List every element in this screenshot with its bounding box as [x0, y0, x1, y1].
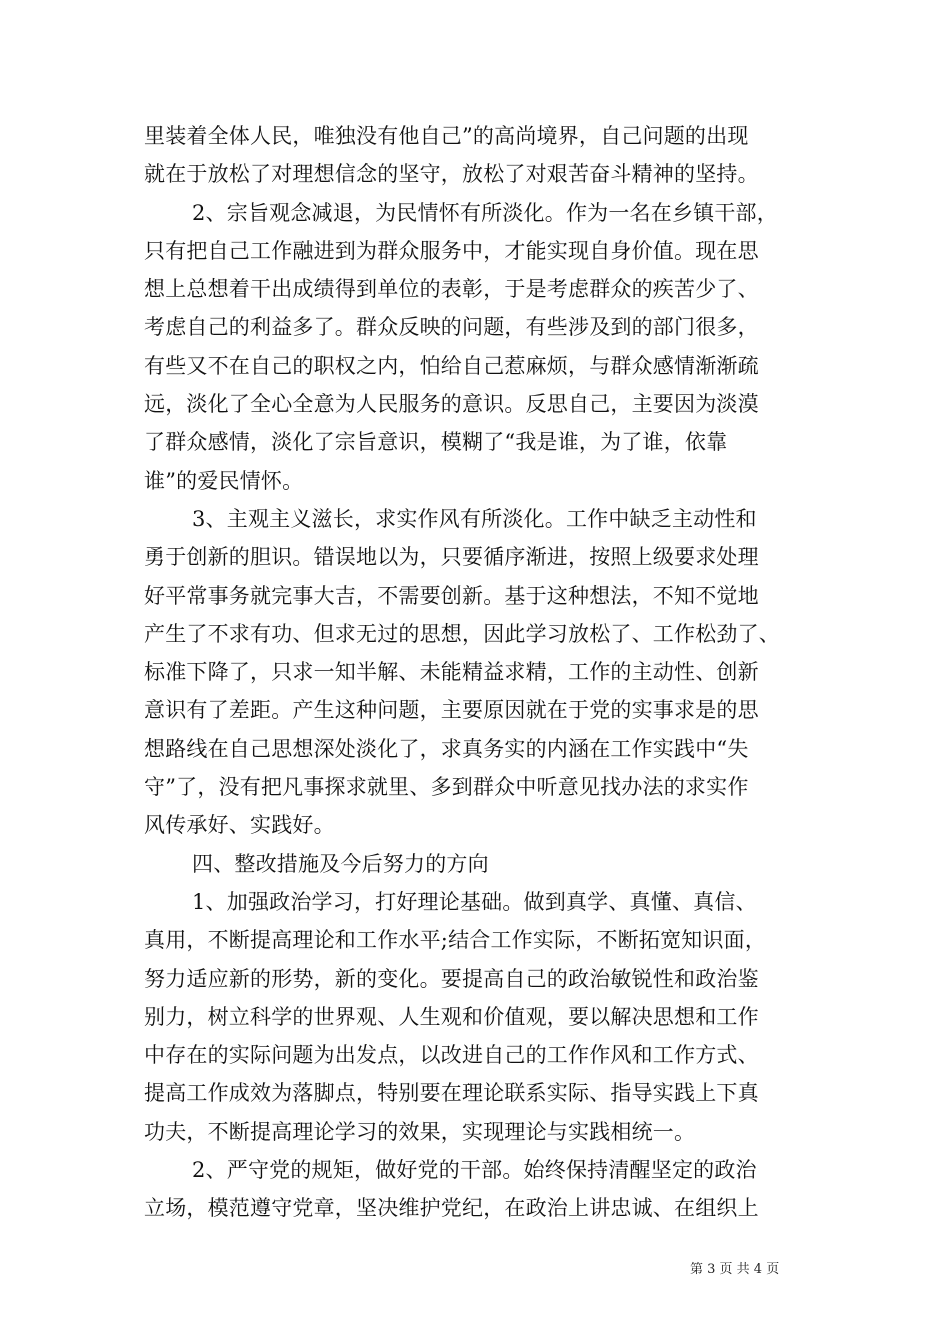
- text-line: 2、宗旨观念减退，为民情怀有所淡化。作为一名在乡镇干部，: [192, 200, 778, 225]
- text-line: 标准下降了，只求一知半解、未能精益求精，工作的主动性、创新: [144, 660, 759, 685]
- text-line: 勇于创新的胆识。错误地以为，只要循序渐进，按照上级要求处理: [144, 545, 759, 570]
- text-line: 了群众感情，淡化了宗旨意识，模糊了“我是谁，为了谁，依靠: [144, 430, 728, 455]
- text-line: 3、主观主义滋长，求实作风有所淡化。工作中缺乏主动性和: [192, 506, 757, 531]
- text-line: 四、整改措施及今后努力的方向: [192, 851, 489, 876]
- text-line: 谁”的爱民情怀。: [144, 468, 304, 493]
- text-line: 提高工作成效为落脚点，特别要在理论联系实际、指导实践上下真: [144, 1081, 759, 1106]
- text-line: 有些又不在自己的职权之内，怕给自己惹麻烦，与群众感情渐渐疏: [144, 353, 759, 378]
- text-line: 里装着全体人民，唯独没有他自己”的高尚境界，自己问题的出现: [144, 124, 749, 148]
- text-line: 真用，不断提高理论和工作水平;结合工作实际，不断拓宽知识面，: [144, 928, 767, 953]
- text-line: 中存在的实际问题为出发点，以改进自己的工作作风和工作方式、: [144, 1043, 759, 1068]
- text-line: 远，淡化了全心全意为人民服务的意识。反思自己，主要因为淡漠: [144, 392, 759, 417]
- text-line: 意识有了差距。产生这种问题，主要原因就在于党的实事求是的思: [144, 698, 759, 723]
- text-line: 想上总想着干出成绩得到单位的表彰，于是考虑群众的疾苦少了、: [144, 277, 759, 302]
- text-line: 努力适应新的形势，新的变化。要提高自己的政治敏锐性和政治鉴: [144, 966, 759, 991]
- text-line: 好平常事务就完事大吉，不需要创新。基于这种想法，不知不觉地: [144, 583, 759, 608]
- text-line: 产生了不求有功、但求无过的思想，因此学习放松了、工作松劲了、: [144, 621, 780, 646]
- text-line: 守”了，没有把凡事探求就里、多到群众中听意见找办法的求实作: [144, 775, 749, 800]
- text-line: 功夫，不断提高理论学习的效果，实现理论与实践相统一。: [144, 1119, 696, 1144]
- text-line: 2、严守党的规矩，做好党的干部。始终保持清醒坚定的政治: [192, 1158, 757, 1183]
- page-number: 第 3 页 共 4 页: [690, 1262, 780, 1277]
- text-line: 1、加强政治学习，打好理论基础。做到真学、真懂、真信、: [192, 889, 757, 914]
- text-line: 风传承好、实践好。: [144, 813, 335, 838]
- text-line: 考虑自己的利益多了。群众反映的问题，有些涉及到的部门很多，: [144, 315, 759, 340]
- text-line: 立场，模范遵守党章，坚决维护党纪，在政治上讲忠诚、在组织上: [144, 1196, 759, 1221]
- text-line: 想路线在自己思想深处淡化了，求真务实的内涵在工作实践中“失: [144, 736, 749, 761]
- text-line: 只有把自己工作融进到为群众服务中，才能实现自身价值。现在思: [144, 238, 759, 263]
- document-body: [144, 117, 816, 1228]
- text-line: 就在于放松了对理想信念的坚守，放松了对艰苦奋斗精神的坚持。: [144, 162, 759, 187]
- text-line: 别力，树立科学的世界观、人生观和价值观，要以解决思想和工作: [144, 1004, 759, 1029]
